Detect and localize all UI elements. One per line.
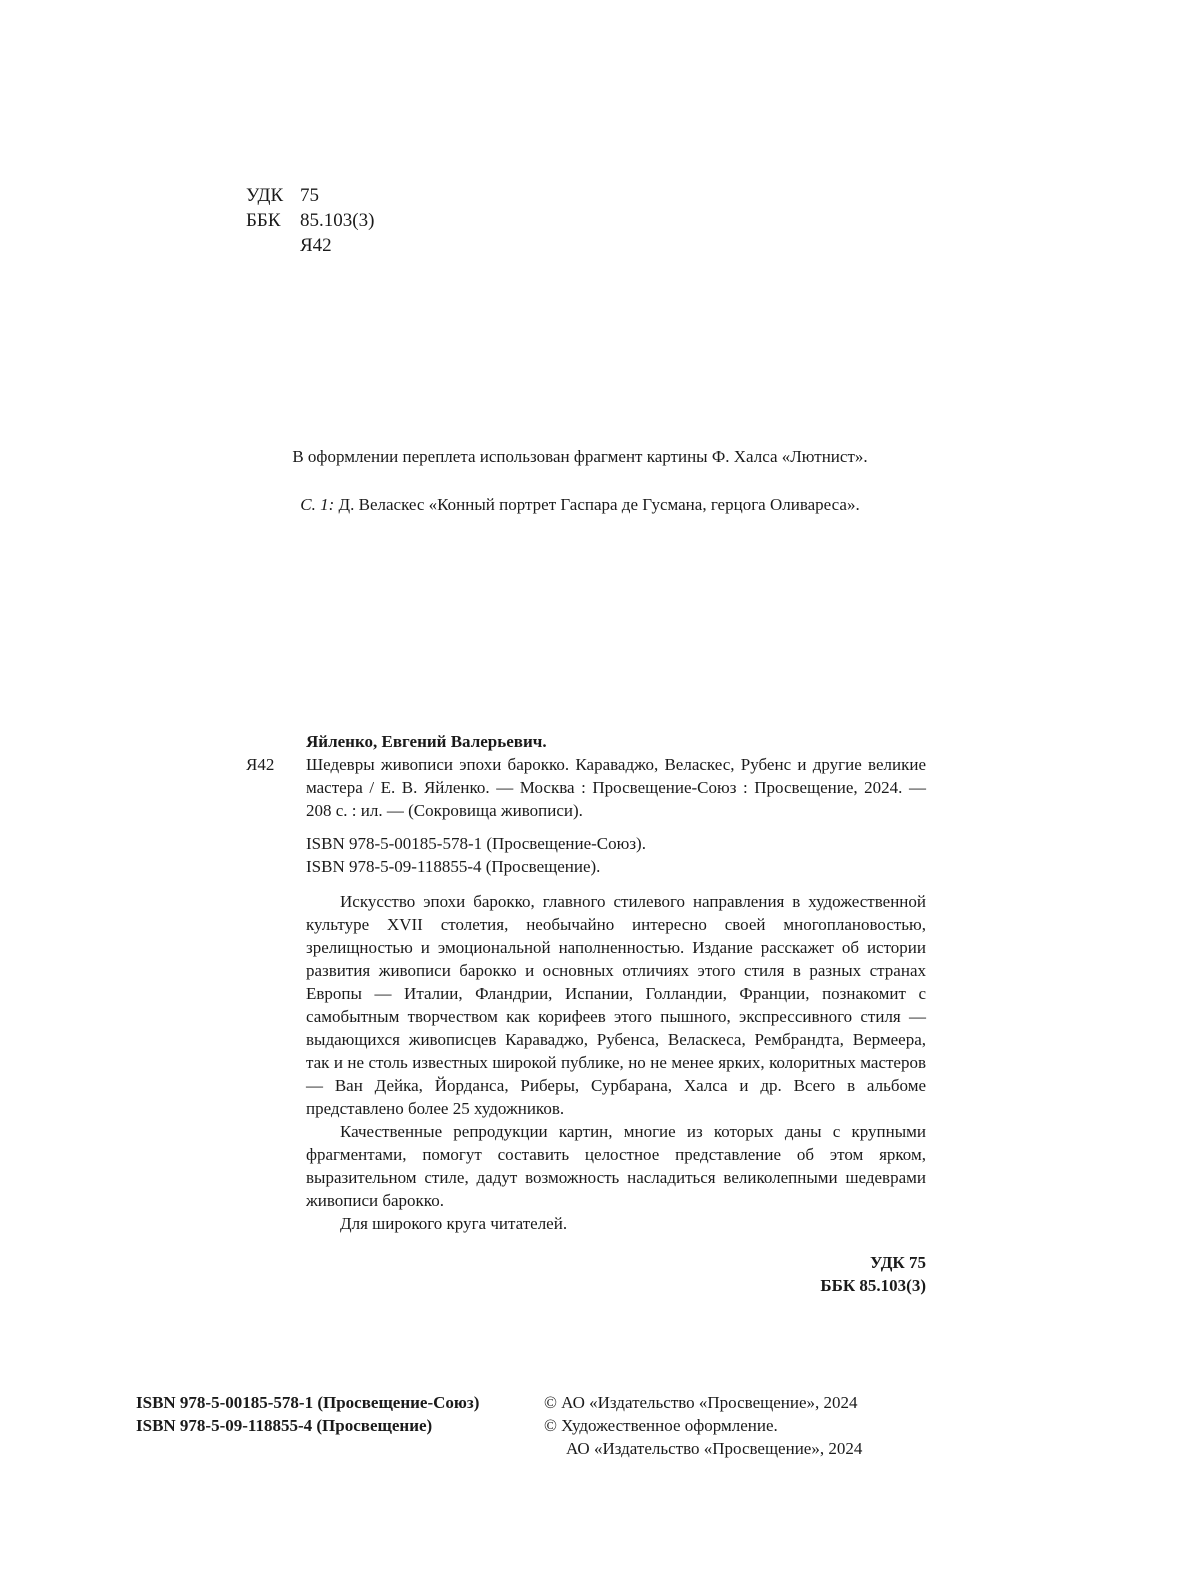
udk-row (246, 183, 374, 208)
footer-copyright (544, 1391, 926, 1460)
binding-note-text: В оформлении переплета использован фрагмент картины Ф. Халса «Лютнист». (292, 447, 868, 466)
bibliographic-record (246, 730, 926, 1297)
copyright-line-2: © Художественное оформление. (544, 1416, 778, 1435)
record-title-block (246, 753, 926, 822)
bbk-row (246, 208, 374, 233)
footer-isbn-1: ISBN 978-5-00185-578-1 (Просвещение-Союз) (136, 1393, 480, 1412)
author-sign: Я42 (300, 235, 332, 256)
annotation-paragraph-1: Искусство эпохи барокко, главного стилевого направления в художественной культуре XVII столетия, необычайно интересно своей многоплановостью, зрелищностью и эмоциональной наполненностью. Издание расскажет об истории развития живописи барокко и основных отличиях этого стиля в разных странах Европы — Италии, Фландрии, Испании, Голландии, Франции, познакомит с самобытным творчеством как корифеев этого пышного, экспрессивного стиля — выдающихся живописцев Караваджо, Рубенса, Веласкеса, Рембрандта, Вермеера, так и не столь известных широкой публике, но не менее ярких, колоритных мастеров — Ван Дейка, Йорданса, Риберы, Сурбарана, Халса и др. Всего в альбоме представлено более 25 художников. (306, 892, 926, 1118)
udk-value: 75 (300, 185, 319, 206)
bbk-value: 85.103(3) (300, 210, 375, 231)
record-codes (246, 1251, 926, 1297)
annotation-paragraph-2: Качественные репродукции картин, многие из которых даны с крупными фрагментами, помогут составить целостное представление об этом ярком, выразительном стиле, дадут возможность насладиться великолепными шедеврами живописи барокко. (306, 1122, 926, 1210)
udk-label: УДК (246, 185, 284, 206)
page-reference-label: С. 1: (300, 495, 335, 514)
binding-note (0, 447, 1160, 467)
copyright-line-1: © АО «Издательство «Просвещение», 2024 (544, 1393, 858, 1412)
page-reference-text: Д. Веласкес «Конный портрет Гаспара де Гусмана, герцога Оливареса». (338, 495, 860, 514)
classification-codes (246, 183, 374, 258)
footer-isbn (136, 1391, 479, 1437)
annotation (246, 890, 926, 1235)
record-isbn-list (246, 832, 926, 878)
copyright-line-3: АО «Издательство «Просвещение», 2024 (566, 1439, 863, 1458)
record-udk: УДК 75 (869, 1253, 926, 1272)
bbk-label: ББК (246, 210, 281, 231)
footer-isbn-2: ISBN 978-5-09-118855-4 (Просвещение) (136, 1416, 433, 1435)
record-bbk: ББК 85.103(3) (820, 1276, 926, 1295)
record-author: Яйленко, Евгений Валерьевич. (306, 732, 547, 751)
record-isbn-2: ISBN 978-5-09-118855-4 (Просвещение). (306, 857, 601, 876)
record-description: Шедевры живописи эпохи барокко. Караваджо, Веласкес, Рубенс и другие великие мастера / Е. В. Яйленко. — Москва : Просвещение-Союз : Просвещение, 2024. — 208 с. : ил. — (Сокровища живописи). (306, 755, 926, 820)
audience-note: Для широкого круга читателей. (340, 1214, 568, 1233)
author-sign-row (246, 233, 374, 258)
record-isbn-1: ISBN 978-5-00185-578-1 (Просвещение-Союз). (306, 834, 646, 853)
record-author-sign: Я42 (246, 755, 275, 774)
page-reference-note (0, 495, 1160, 515)
